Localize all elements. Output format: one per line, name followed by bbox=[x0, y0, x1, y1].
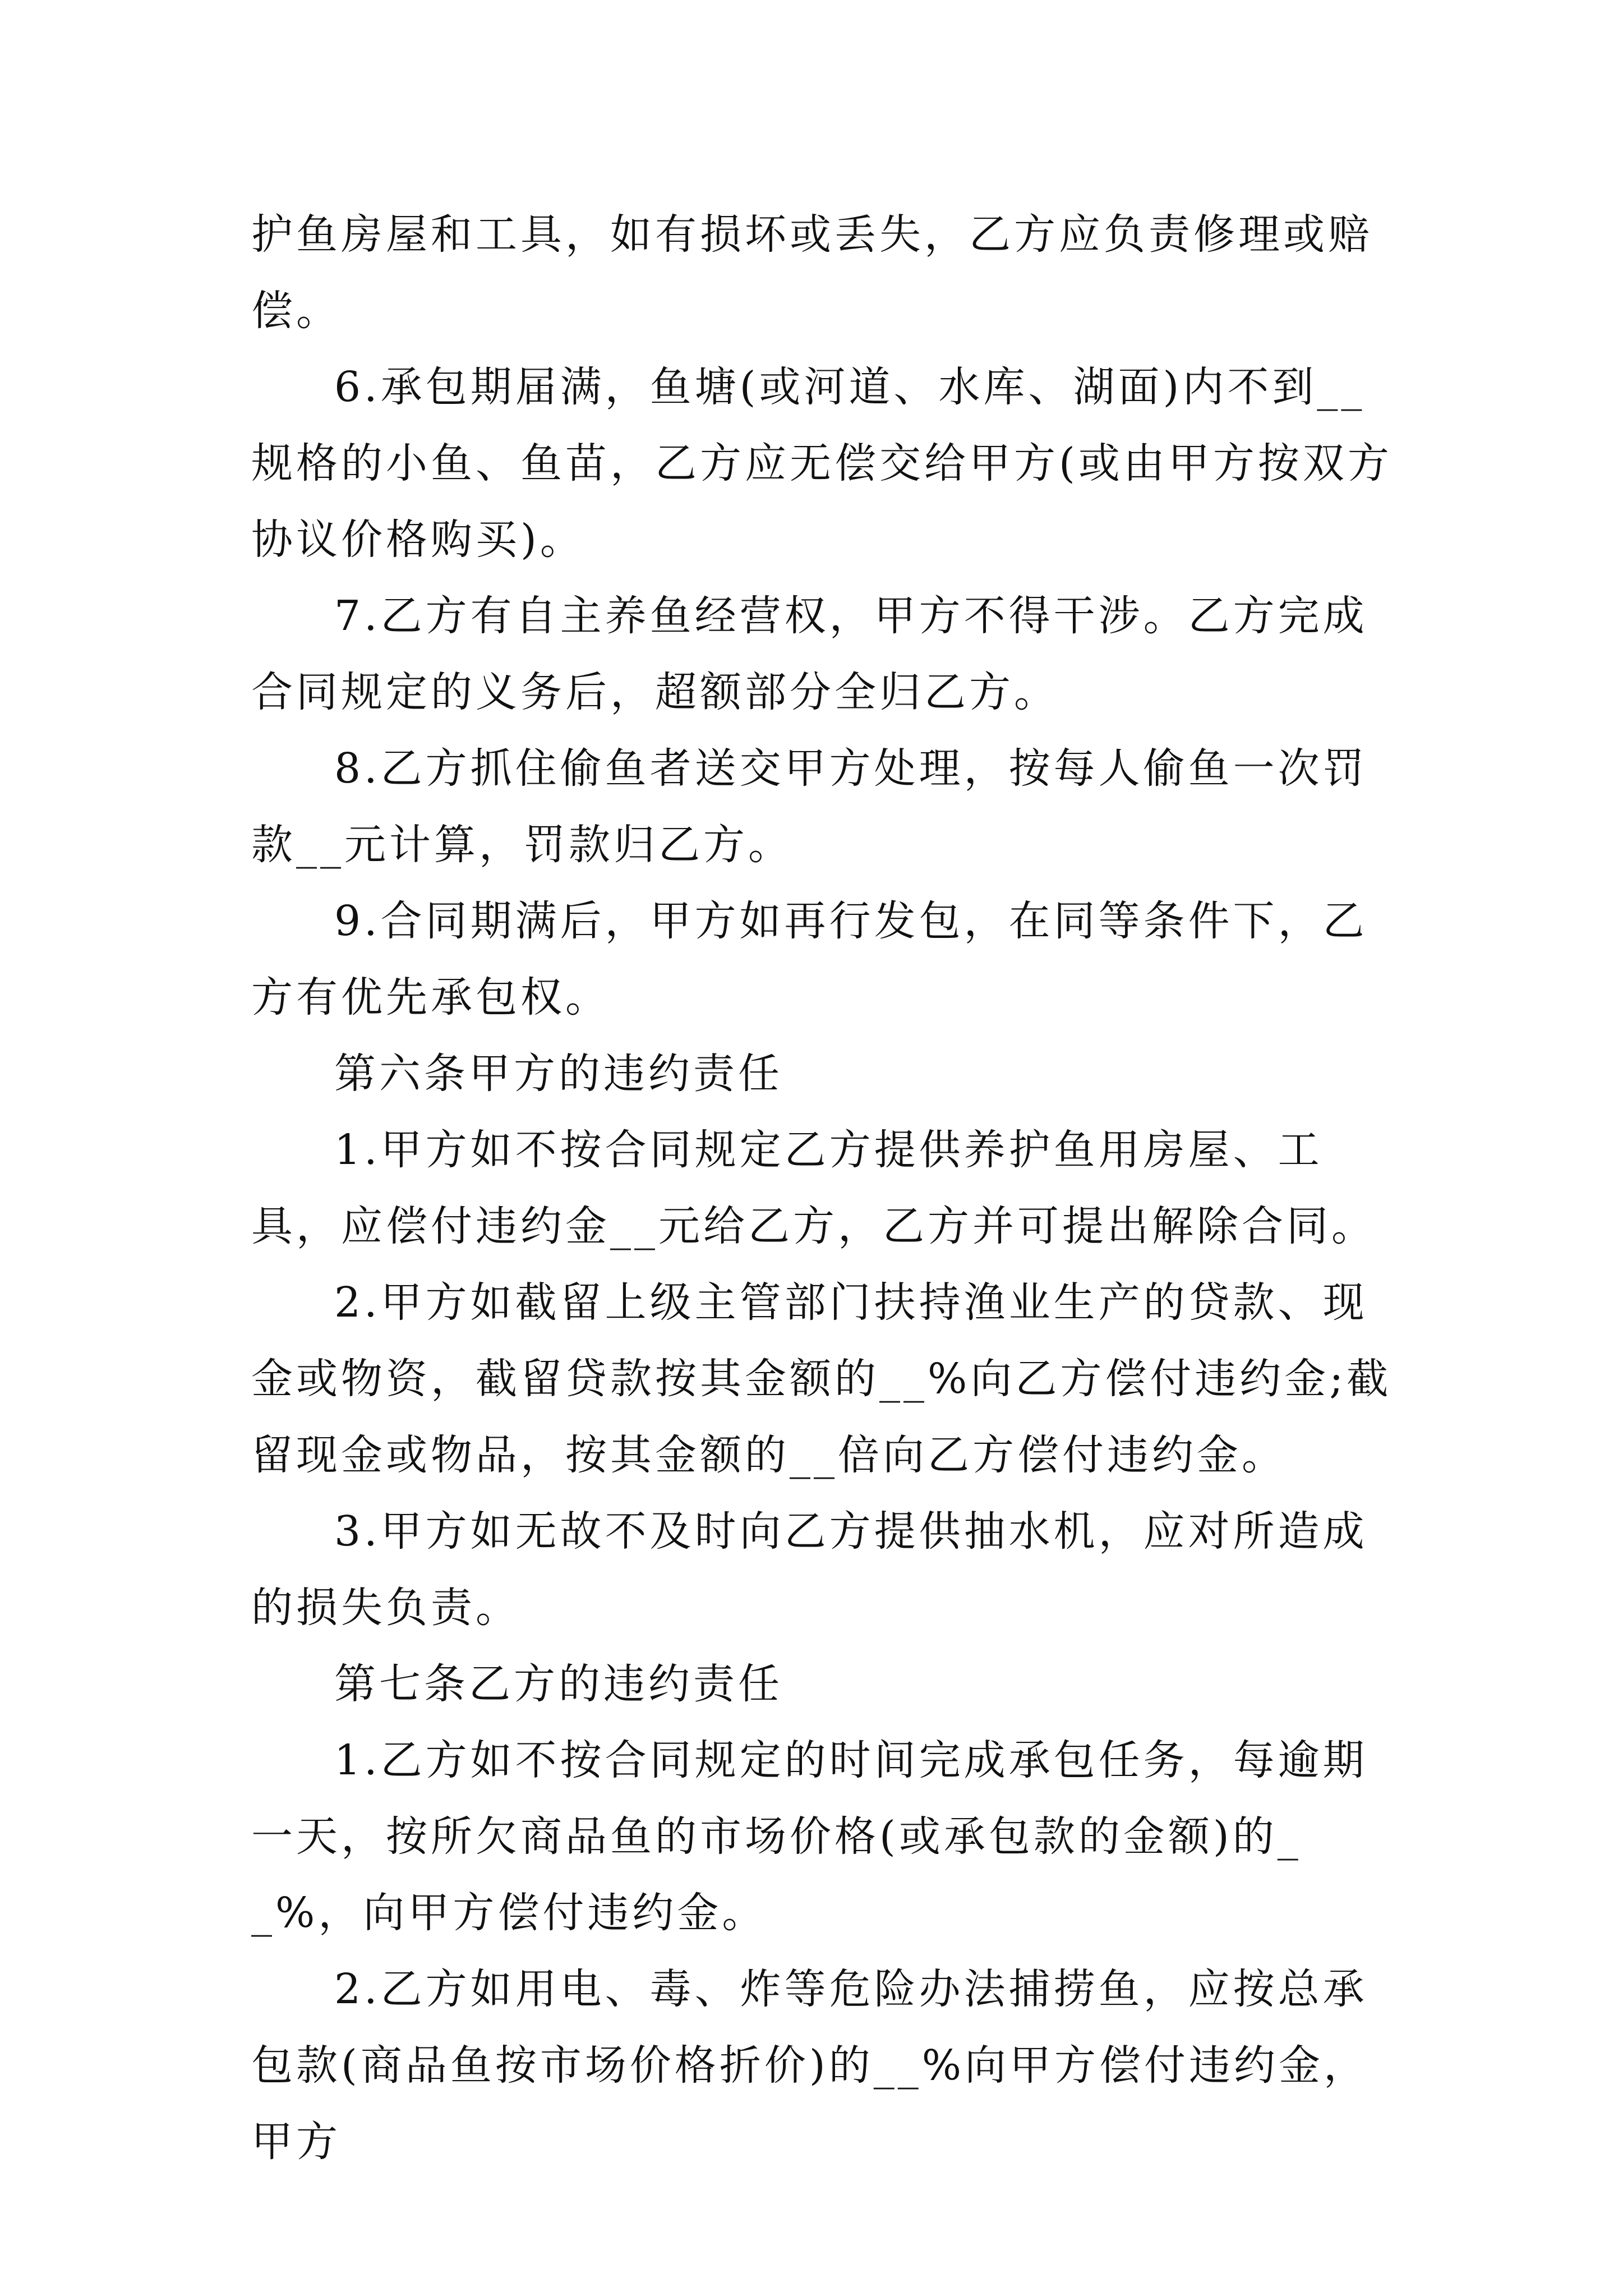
article-7-clause-2: 2.乙方如用电、毒、炸等危险办法捕捞鱼，应按总承包款(商品鱼按市场价格折价)的__%向甲方偿付违约金，甲方 bbox=[251, 1965, 1369, 2166]
article-7-clause-1: 1.乙方如不按合同规定的时间完成承包任务，每逾期一天，按所欠商品鱼的市场价格(或承包款的金额)的__%，向甲方偿付违约金。 bbox=[251, 1736, 1368, 1937]
document-body bbox=[251, 196, 1395, 2180]
clause-7: 7.乙方有自主养鱼经营权，甲方不得干涉。乙方完成合同规定的义务后，超额部分全归乙方。 bbox=[251, 592, 1368, 716]
clause-9: 9.合同期满后，甲方如再行发包，在同等条件下，乙方有优先承包权。 bbox=[251, 897, 1368, 1022]
article-6-clause-3: 3.甲方如无故不及时向乙方提供抽水机，应对所造成的损失负责。 bbox=[251, 1507, 1368, 1632]
paragraph-continuation: 护鱼房屋和工具，如有损坏或丢失，乙方应负责修理或赔偿。 bbox=[251, 210, 1373, 335]
article-6-clause-2: 2.甲方如截留上级主管部门扶持渔业生产的贷款、现金或物资，截留贷款按其金额的__%向乙方偿付违约金;截留现金或物品，按其金额的__倍向乙方偿付违约金。 bbox=[251, 1278, 1392, 1479]
clause-6: 6.承包期届满，鱼塘(或河道、水库、湖面)内不到__规格的小鱼、鱼苗，乙方应无偿交给甲方(或由甲方按双方协议价格购买)。 bbox=[251, 363, 1393, 564]
clause-8: 8.乙方抓住偷鱼者送交甲方处理，按每人偷鱼一次罚款__元计算，罚款归乙方。 bbox=[251, 744, 1368, 869]
article-6-clause-1: 1.甲方如不按合同规定乙方提供养护鱼用房屋、工具，应偿付违约金__元给乙方，乙方并可提出解除合同。 bbox=[251, 1126, 1376, 1250]
section-heading-article-7: 第七条乙方的违约责任 bbox=[334, 1660, 783, 1708]
section-heading-article-6: 第六条甲方的违约责任 bbox=[334, 1050, 783, 1098]
